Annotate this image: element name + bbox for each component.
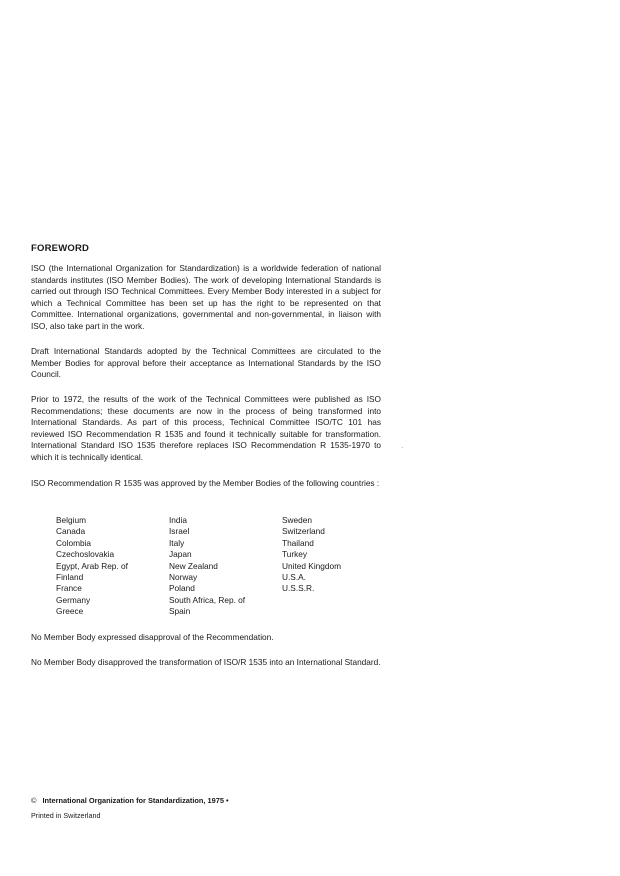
copyright-text: International Organization for Standardization, 1975 •	[42, 796, 229, 805]
printed-in-notice: Printed in Switzerland	[31, 811, 101, 820]
copyright-symbol: ©	[31, 796, 37, 805]
country-item: Turkey	[282, 549, 308, 560]
transformation-paragraph: No Member Body disapproved the transformation of ISO/R 1535 into an International Standard.	[31, 657, 381, 667]
country-item: Germany	[56, 594, 91, 605]
country-item: France	[56, 583, 82, 594]
country-item: Thailand	[282, 537, 314, 548]
country-item: Sweden	[282, 515, 312, 525]
country-item: United Kingdom	[282, 560, 342, 571]
country-list	[56, 515, 386, 618]
country-item: Egypt, Arab Rep. of	[56, 560, 128, 571]
country-item: Italy	[169, 537, 185, 548]
no-disapproval-paragraph: No Member Body expressed disapproval of the Recommendation.	[31, 632, 274, 642]
country-item: Spain	[169, 606, 191, 617]
country-column-3	[282, 515, 392, 618]
country-item: Norway	[169, 572, 198, 583]
country-column-1	[56, 515, 169, 618]
country-item: U.S.S.R.	[282, 583, 315, 594]
country-item: India	[169, 515, 187, 525]
foreword-heading: FOREWORD	[31, 243, 90, 254]
copyright-notice	[31, 796, 229, 805]
country-item: Greece	[56, 606, 84, 617]
country-item: Canada	[56, 526, 86, 537]
country-item: South Africa, Rep. of	[169, 594, 246, 605]
country-item: Colombia	[56, 537, 92, 548]
country-item: Belgium	[56, 515, 86, 525]
scan-artifact-dot	[402, 447, 403, 448]
history-paragraph: Prior to 1972, the results of the work of the Technical Committees were published as ISO Recommendations; these documents are now in the process of being transformed into International Standards. As part of this process, Technical Committee ISO/TC 101 has reviewed ISO Recommendation R 1535 and found it technically suitable for transformation. International Standard ISO 1535 therefore replaces ISO Recommendation R 1535-1970 to which it is technically identical.	[31, 394, 381, 462]
country-item: Japan	[169, 549, 192, 560]
country-item: Czechoslovakia	[56, 549, 115, 560]
intro-paragraph: ISO (the International Organization for Standardization) is a worldwide federation of national standards institutes (ISO Member Bodies). The work of developing International Standards is carried out through ISO Technical Committees. Every Member Body interested in a subject for which a Technical Committee has been set up has the right to be represented on that Committee. International organizations, governmental and non-governmental, in liaison with ISO, also take part in the work.	[31, 263, 381, 331]
country-item: U.S.A.	[282, 572, 306, 583]
country-item: Switzerland	[282, 526, 325, 537]
country-column-2	[169, 515, 282, 618]
country-item: Finland	[56, 572, 84, 583]
country-item: Israel	[169, 526, 190, 537]
country-item: New Zealand	[169, 560, 218, 571]
draft-standards-paragraph: Draft International Standards adopted by the Technical Committees are circulated to the Member Bodies for approval before their acceptance as International Standards by the ISO Council.	[31, 346, 381, 379]
country-item: Poland	[169, 583, 195, 594]
approval-paragraph: ISO Recommendation R 1535 was approved by the Member Bodies of the following countries :	[31, 478, 380, 488]
